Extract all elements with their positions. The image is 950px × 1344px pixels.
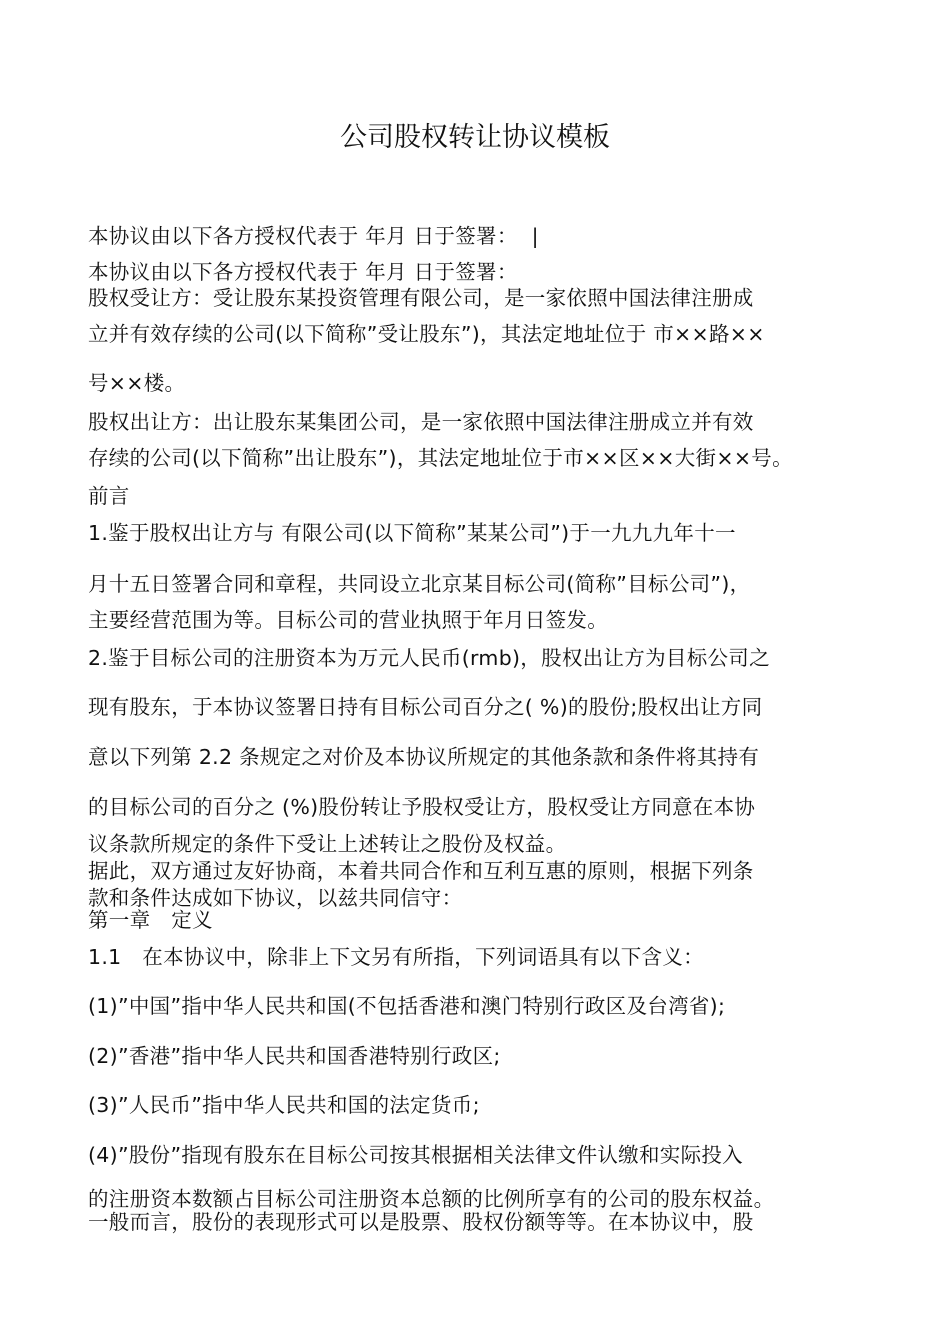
paragraph-line: 存续的公司(以下简称”出让股东”)，其法定地址位于市××区××大街××号。 xyxy=(88,446,793,470)
paragraph-line: 款和条件达成如下协议，以兹共同信守： xyxy=(88,886,463,910)
paragraph-line xyxy=(88,220,539,252)
definition-item: (3)”人民币”指中华人民共和国的法定货币; xyxy=(88,1093,480,1117)
paragraph-line: 1.鉴于股权出让方与 有限公司(以下简称”某某公司”)于一九九九年十一 xyxy=(88,521,736,545)
paragraph-line: 的目标公司的百分之 (%)股份转让予股权受让方，股权受让方同意在本协 xyxy=(88,795,756,819)
chapter-heading: 第一章 定义 xyxy=(88,908,213,932)
paragraph-line: 据此，双方通过友好协商，本着共同合作和互利互惠的原则，根据下列条 xyxy=(88,859,754,883)
paragraph-line: 股权受让方：受让股东某投资管理有限公司，是一家依照中国法律注册成 xyxy=(88,286,754,310)
paragraph-line: 一般而言，股份的表现形式可以是股票、股权份额等等。在本协议中，股 xyxy=(88,1210,754,1234)
text-cursor: | xyxy=(531,224,539,248)
document-title: 公司股权转让协议模板 xyxy=(340,122,610,153)
definition-item: (4)”股份”指现有股东在目标公司按其根据相关法律文件认缴和实际投入 xyxy=(88,1143,743,1167)
paragraph-line: 股权出让方：出让股东某集团公司，是一家依照中国法律注册成立并有效 xyxy=(88,410,754,434)
paragraph-line: 月十五日签署合同和章程，共同设立北京某目标公司(简称”目标公司”)， xyxy=(88,572,751,596)
section-heading: 前言 xyxy=(88,484,130,508)
paragraph-line: 立并有效存续的公司(以下简称”受让股东”)，其法定地址位于 市××路×× xyxy=(88,322,765,346)
paragraph-line: 意以下列第 2.2 条规定之对价及本协议所规定的其他条款和条件将其持有 xyxy=(88,745,760,769)
definition-item: (2)”香港”指中华人民共和国香港特别行政区; xyxy=(88,1044,501,1068)
paragraph-line: 的注册资本数额占目标公司注册资本总额的比例所享有的公司的股东权益。 xyxy=(88,1187,775,1211)
paragraph-line: 2.鉴于目标公司的注册资本为万元人民币(rmb)，股权出让方为目标公司之 xyxy=(88,646,770,670)
definition-item: (1)”中国”指中华人民共和国(不包括香港和澳门特别行政区及台湾省); xyxy=(88,994,726,1018)
paragraph-line: 号××楼。 xyxy=(88,371,186,395)
paragraph-line: 现有股东，于本协议签署日持有目标公司百分之( %)的股份;股权出让方同 xyxy=(88,695,763,719)
paragraph-line: 议条款所规定的条件下受让上述转让之股份及权益。 xyxy=(88,832,567,856)
paragraph-line: 本协议由以下各方授权代表于 年月 日于签署： xyxy=(88,260,518,284)
line-text: 本协议由以下各方授权代表于 年月 日于签署： xyxy=(88,224,518,248)
paragraph-line: 1.1 在本协议中，除非上下文另有所指，下列词语具有以下含义： xyxy=(88,945,704,969)
paragraph-line: 主要经营范围为等。目标公司的营业执照于年月日签发。 xyxy=(88,608,608,632)
